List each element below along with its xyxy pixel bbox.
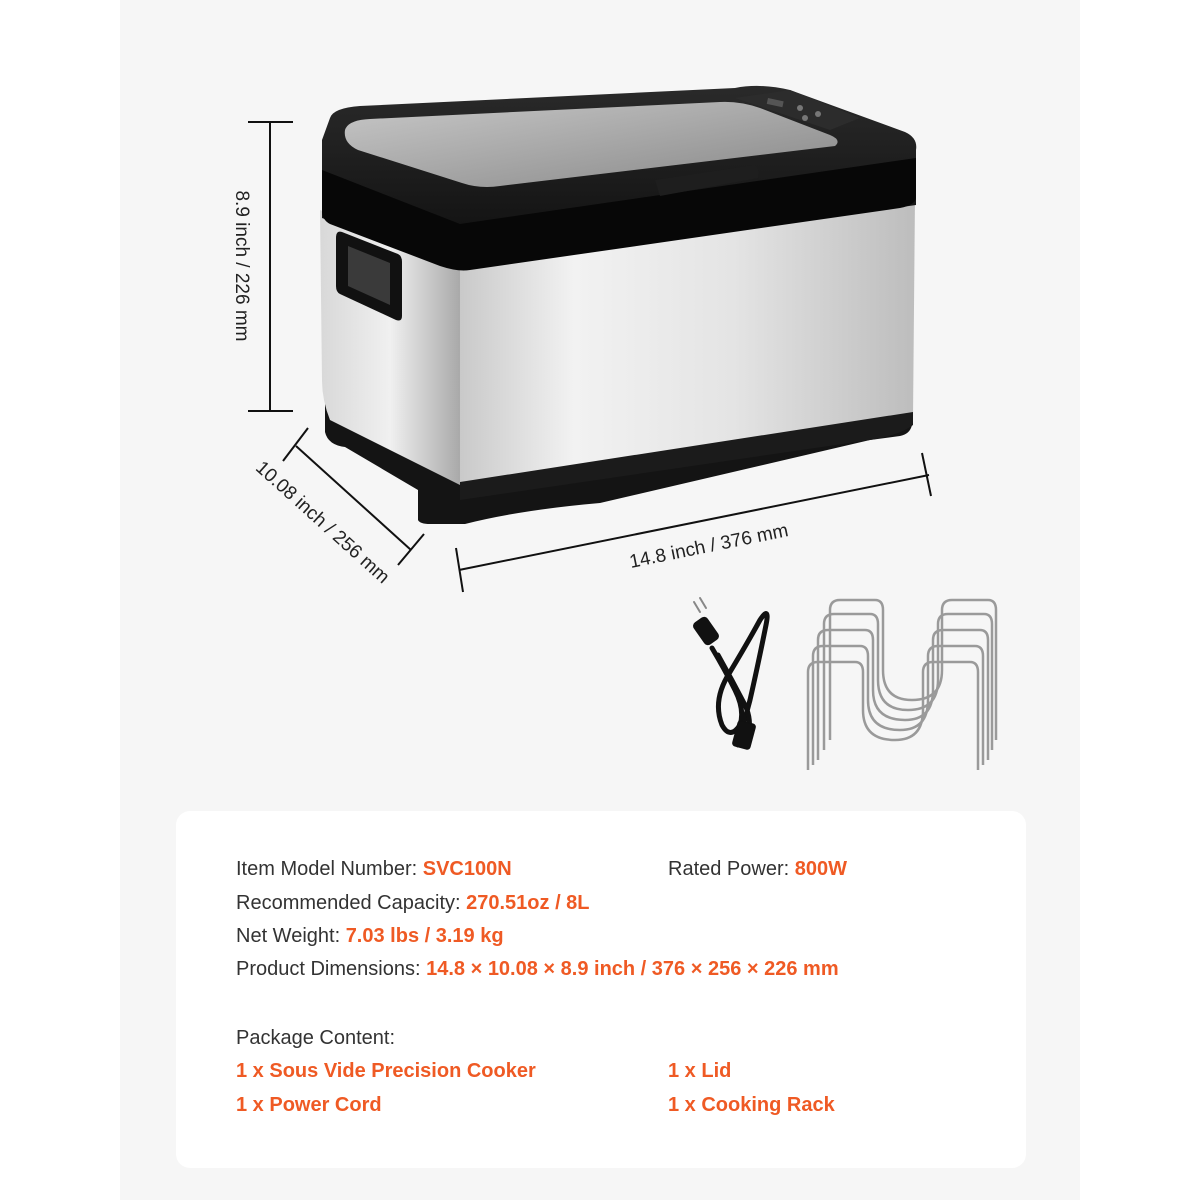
height-dimension-line xyxy=(248,122,293,411)
depth-dimension-label: 10.08 inch / 256 mm xyxy=(251,457,394,589)
rated-power-row xyxy=(668,858,847,881)
net-weight-value: 7.03 lbs / 3.19 kg xyxy=(345,925,504,947)
model-number-label: Item Model Number: xyxy=(236,858,418,880)
net-weight-label: Net Weight: xyxy=(236,925,341,947)
sous-vide-cooker xyxy=(320,86,916,524)
model-number-value: SVC100N xyxy=(422,858,512,880)
package-item: 1 x Sous Vide Precision Cooker xyxy=(236,1060,536,1082)
package-item: 1 x Cooking Rack xyxy=(668,1094,835,1116)
power-cord-illustration xyxy=(692,598,767,750)
product-dimensions-row xyxy=(236,958,839,981)
package-content-heading: Package Content: xyxy=(236,1027,395,1049)
width-dimension-label: 14.8 inch / 376 mm xyxy=(627,520,791,573)
cooking-rack-illustration xyxy=(808,600,996,770)
capacity-value: 270.51oz / 8L xyxy=(466,892,590,914)
package-item: 1 x Power Cord xyxy=(236,1094,382,1116)
net-weight-row xyxy=(236,925,504,948)
rated-power-value: 800W xyxy=(794,858,847,880)
product-dimensions-label: Product Dimensions: xyxy=(236,958,421,980)
model-number-row xyxy=(236,858,512,881)
package-item: 1 x Lid xyxy=(668,1060,732,1082)
rated-power-label: Rated Power: xyxy=(668,858,790,880)
capacity-label: Recommended Capacity: xyxy=(236,892,461,914)
product-dimensions-value: 14.8 × 10.08 × 8.9 inch / 376 × 256 × 226 mm xyxy=(426,958,839,980)
capacity-row xyxy=(236,892,590,915)
height-dimension-label: 8.9 inch / 226 mm xyxy=(231,190,252,342)
